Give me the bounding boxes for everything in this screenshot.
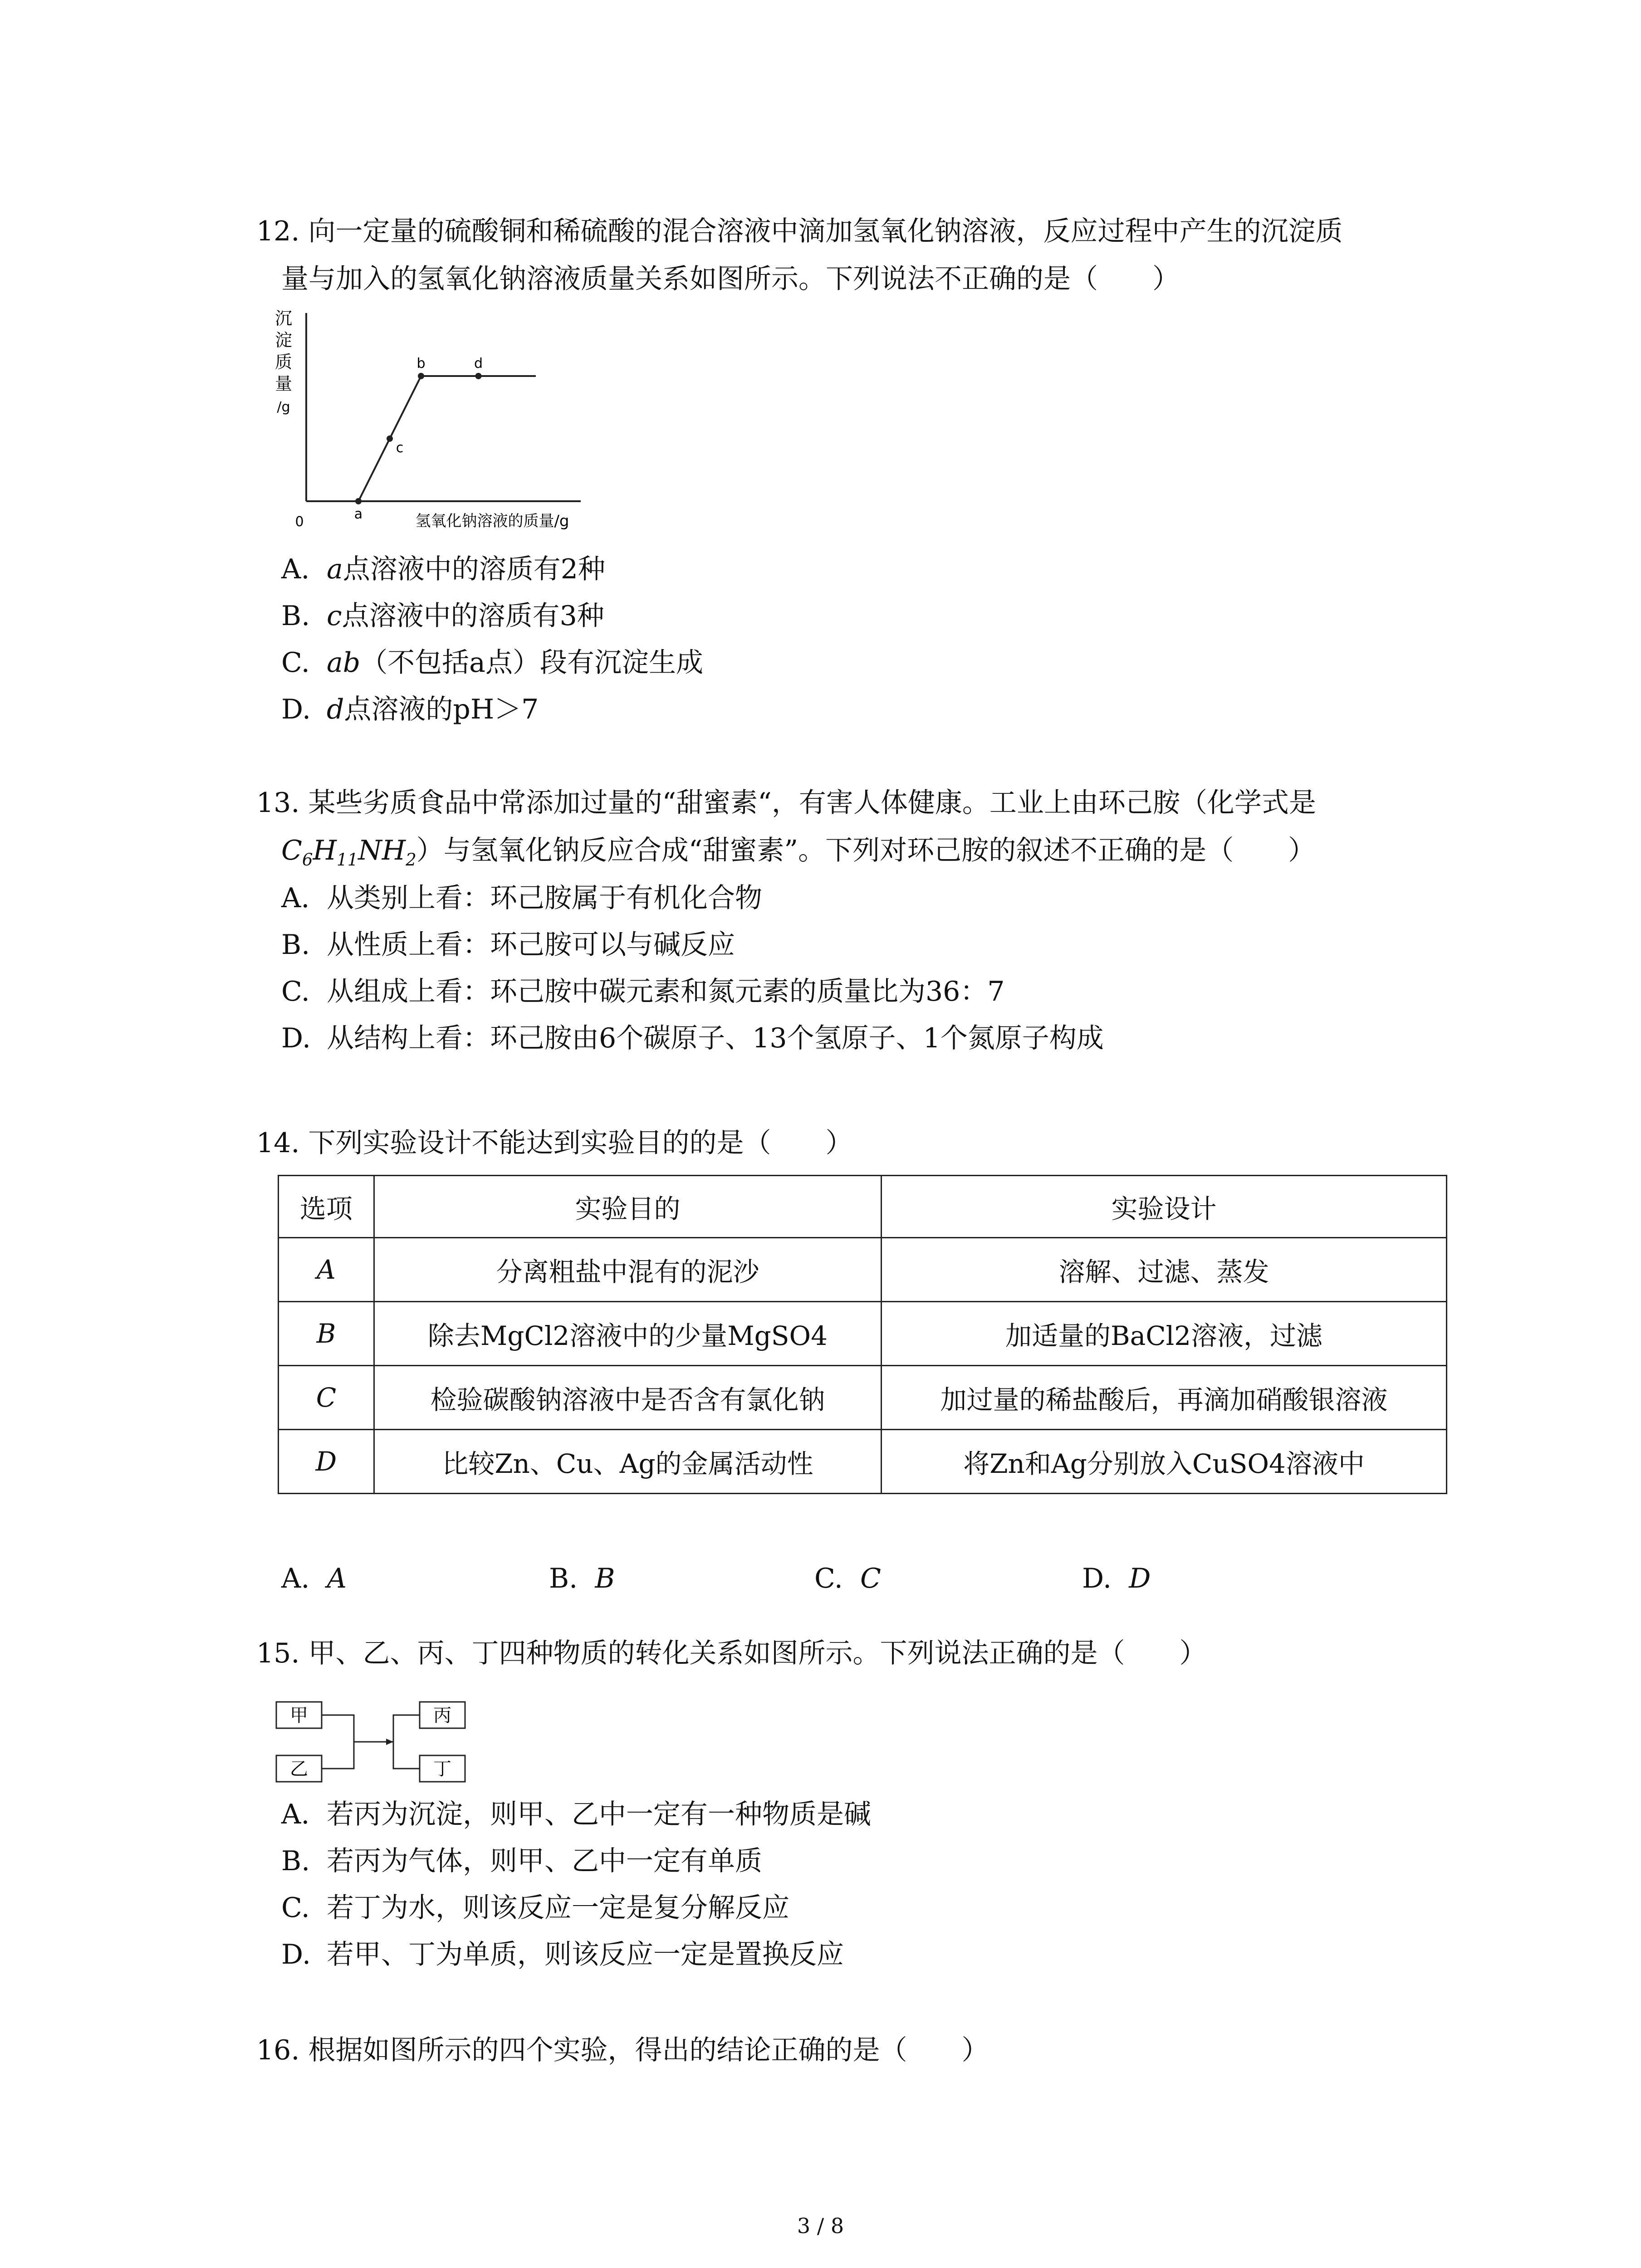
option-d <box>281 1932 844 1977</box>
option-variable: ab <box>327 647 361 679</box>
option-letter: C. <box>281 1892 310 1924</box>
option-letter: B. <box>281 600 310 632</box>
q14-answer-A <box>281 1556 347 1601</box>
q13-stem-rest: ）与氢氧化钠反应合成“甜蜜素”。下列对环己胺的叙述不正确的是（ ） <box>416 835 1316 866</box>
table-row <box>279 1238 1447 1302</box>
option-letter: A. <box>281 1799 310 1830</box>
q12-stem-line2: 量与加入的氢氧化钠溶液质量关系如图所示。下列说法不正确的是（ ） <box>281 263 1180 295</box>
q13-stem-line2 <box>281 828 1315 873</box>
option-letter: B. <box>281 1845 310 1877</box>
point-label-d: d <box>474 356 483 371</box>
point-a <box>355 498 362 504</box>
row-design: 加过量的稀盐酸后，再滴加硝酸银溶液 <box>882 1366 1447 1430</box>
answer-letter: A. <box>281 1563 310 1594</box>
table-row <box>279 1430 1447 1494</box>
origin-label: 0 <box>295 514 304 530</box>
y-axis-label-char: 质 <box>274 352 293 372</box>
option-variable: d <box>327 694 344 725</box>
option-c <box>281 969 1005 1014</box>
x-axis-label: 氢氧化钠溶液的质量/g <box>415 512 569 530</box>
option-a <box>281 875 762 921</box>
option-letter: D. <box>281 1022 311 1054</box>
option-text: 若甲、丁为单质，则该反应一定是置换反应 <box>327 1939 844 1970</box>
y-axis-label <box>275 308 292 415</box>
row-goal: 比较Zn、Cu、Ag的金属活动性 <box>374 1430 881 1494</box>
q15-reaction-diagram <box>274 1696 474 1787</box>
option-a <box>281 547 605 592</box>
y-axis-label-char: 淀 <box>274 330 293 350</box>
formula-cyclohexylamine: $C_6H_{11}NH_2$ <box>281 835 416 870</box>
option-text: 若丙为气体，则甲、乙中一定有单质 <box>327 1845 762 1877</box>
q14-answer-B <box>549 1556 615 1601</box>
option-text: 从性质上看：环己胺可以与碱反应 <box>327 929 735 961</box>
answer-value: B <box>595 1563 615 1594</box>
option-text: 从结构上看：环己胺由6个碳原子、13个氢原子、1个氮原子构成 <box>327 1022 1104 1054</box>
point-label-a: a <box>354 506 363 522</box>
q14-answer-C <box>814 1556 881 1601</box>
option-text: 若丁为水，则该反应一定是复分解反应 <box>327 1892 789 1924</box>
y-axis-unit: /g <box>277 399 290 415</box>
precipitate-curve <box>358 376 536 501</box>
q13-stem-line1: 13. 某些劣质食品中常添加过量的“甜蜜素“，有害人体健康。工业上由环己胺（化学式是 <box>256 787 1316 819</box>
option-letter: A. <box>281 882 310 914</box>
option-text: 从类别上看：环己胺属于有机化合物 <box>327 882 762 914</box>
option-text: 从组成上看：环己胺中碳元素和氮元素的质量比为36：7 <box>327 976 1005 1007</box>
point-b <box>418 373 424 379</box>
option-variable: c <box>327 600 342 632</box>
answer-letter: B. <box>549 1563 578 1594</box>
y-axis-label-char: 量 <box>274 374 293 394</box>
table-header-row <box>279 1176 1447 1238</box>
point-d <box>475 373 482 379</box>
label-jia: 甲 <box>290 1705 308 1726</box>
option-c <box>281 640 703 685</box>
q16-stem: 16. 根据如图所示的四个实验，得出的结论正确的是（ ） <box>256 2034 989 2066</box>
row-goal: 分离粗盐中混有的泥沙 <box>374 1238 881 1302</box>
option-text: 点溶液中的溶质有2种 <box>343 553 605 585</box>
option-text: （不包括a点）段有沉淀生成 <box>360 647 703 679</box>
q15-stem: 15. 甲、乙、丙、丁四种物质的转化关系如图所示。下列说法正确的是（ ） <box>256 1637 1207 1669</box>
header-goal: 实验目的 <box>374 1176 881 1238</box>
option-letter: D. <box>281 694 311 725</box>
point-label-c: c <box>396 440 404 456</box>
row-design: 将Zn和Ag分别放入CuSO4溶液中 <box>882 1430 1447 1494</box>
row-option: A <box>279 1238 374 1302</box>
option-a <box>281 1792 871 1837</box>
option-d <box>281 1016 1104 1061</box>
answer-letter: D. <box>1082 1563 1112 1594</box>
q14-experiment-table <box>278 1175 1447 1494</box>
q12-chart-svg <box>263 304 608 540</box>
label-yi: 乙 <box>290 1759 308 1779</box>
q14-answer-D <box>1082 1556 1151 1601</box>
point-label-b: b <box>416 356 426 371</box>
arrow-head-icon <box>386 1739 393 1745</box>
row-design: 加适量的BaCl2溶液，过滤 <box>882 1302 1447 1366</box>
option-letter: B. <box>281 929 310 961</box>
q12-stem-line1: 12. 向一定量的硫酸铜和稀硫酸的混合溶液中滴加氢氧化钠溶液，反应过程中产生的沉淀质 <box>256 215 1343 247</box>
reaction-diagram-svg <box>274 1696 474 1787</box>
option-letter: A. <box>281 553 310 585</box>
option-letter: D. <box>281 1939 311 1970</box>
q14-stem: 14. 下列实验设计不能达到实验目的的是（ ） <box>256 1127 853 1159</box>
option-letter: C. <box>281 647 310 679</box>
row-option: D <box>279 1430 374 1494</box>
label-bing: 丙 <box>433 1705 451 1726</box>
q12-chart <box>263 304 608 540</box>
option-b <box>281 922 735 968</box>
answer-value: A <box>327 1563 347 1594</box>
row-goal: 除去MgCl2溶液中的少量MgSO4 <box>374 1302 881 1366</box>
option-letter: C. <box>281 976 310 1007</box>
row-design: 溶解、过滤、蒸发 <box>882 1238 1447 1302</box>
answer-letter: C. <box>814 1563 843 1594</box>
connector-lines <box>322 1715 420 1769</box>
point-c <box>387 435 393 442</box>
answer-value: D <box>1129 1563 1151 1594</box>
answer-value: C <box>860 1563 881 1594</box>
row-option: B <box>279 1302 374 1366</box>
option-b <box>281 593 604 639</box>
option-text: 点溶液的pH＞7 <box>344 694 539 725</box>
label-ding: 丁 <box>433 1759 451 1779</box>
row-option: C <box>279 1366 374 1430</box>
option-c <box>281 1885 789 1931</box>
option-text: 点溶液中的溶质有3种 <box>342 600 604 632</box>
option-b <box>281 1838 762 1884</box>
row-goal: 检验碳酸钠溶液中是否含有氯化钠 <box>374 1366 881 1430</box>
header-design: 实验设计 <box>882 1176 1447 1238</box>
option-variable: a <box>327 553 343 585</box>
y-axis-label-char: 沉 <box>274 308 293 328</box>
option-d <box>281 687 539 732</box>
table-row <box>279 1366 1447 1430</box>
option-text: 若丙为沉淀，则甲、乙中一定有一种物质是碱 <box>327 1799 871 1830</box>
header-option: 选项 <box>279 1176 374 1238</box>
table-row <box>279 1302 1447 1366</box>
page-number: 3 / 8 <box>797 2214 844 2238</box>
